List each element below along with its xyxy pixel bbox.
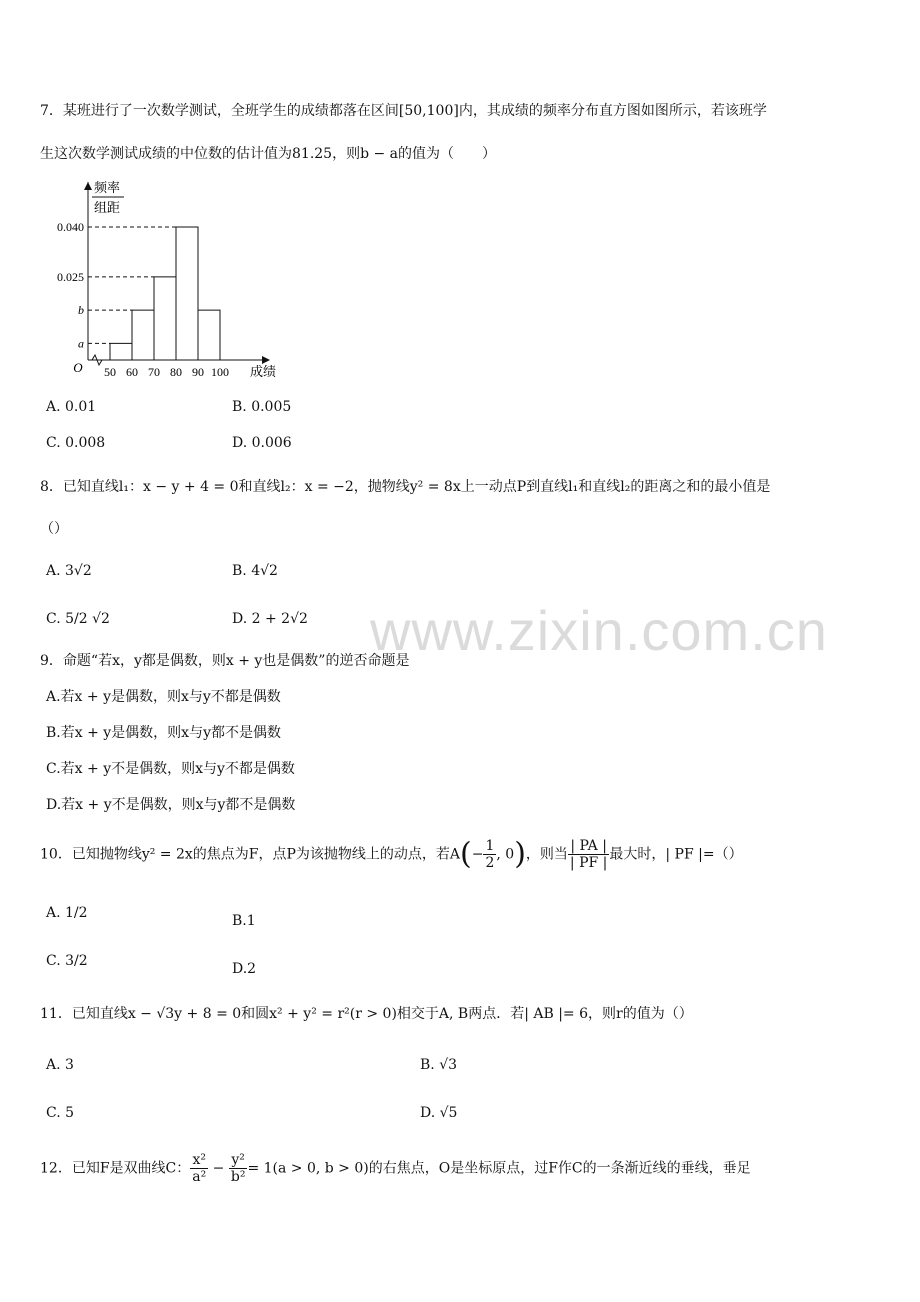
x-axis-arrow: [262, 356, 270, 364]
q11-option-b: B. √3: [420, 1057, 458, 1073]
histogram-bar: [154, 277, 176, 360]
q10-right-paren: ): [514, 836, 526, 872]
y-tick-label: a: [78, 336, 84, 351]
q10-minus: −: [471, 846, 484, 863]
q12-den-2: b²: [230, 1169, 246, 1186]
y-tick-label: 0.025: [57, 269, 84, 284]
q10-option-a: A. 1/2: [46, 905, 88, 921]
histogram-bar: [110, 343, 132, 360]
x-tick-label: 90: [192, 365, 204, 379]
q9-option-c: C.若x + y不是偶数，则x与y不都是偶数: [46, 761, 295, 777]
q8-option-d: D. 2 + 2√2: [232, 611, 308, 627]
q11-stem: 11．已知直线x − √3y + 8 = 0和圆x² + y² = r²(r > 0)相交于A, B两点．若| AB |= 6，则r的值为（）: [40, 1006, 693, 1022]
q8-option-c: C. 5/2 √2: [46, 611, 110, 627]
q8-option-a: A. 3√2: [46, 563, 92, 579]
x-tick-label: 80: [170, 365, 182, 379]
q9-stem: 9．命题“若x，y都是偶数，则x + y也是偶数”的逆否命题是: [40, 653, 410, 669]
q9-option-b: B.若x + y是偶数，则x与y都不是偶数: [46, 725, 281, 741]
y-tick-label: 0.040: [57, 220, 84, 234]
q8-option-b: B. 4√2: [232, 563, 278, 579]
y-label-top: 频率: [94, 180, 121, 195]
q10-ratio-fraction: [568, 838, 609, 871]
q8-stem-line2: （）: [40, 521, 68, 537]
q10-stem: [40, 838, 743, 871]
histogram-chart: [40, 170, 280, 385]
q9-option-d: D.若x + y不是偶数，则x与y都不是偶数: [46, 797, 296, 813]
x-tick-label: 50: [104, 365, 116, 379]
q10-option-c: C. 3/2: [46, 953, 88, 969]
q12-fraction-2: [229, 1152, 248, 1185]
q9-option-a: A.若x + y是偶数，则x与y不都是偶数: [46, 689, 281, 705]
q10-option-d: D.2: [232, 961, 257, 977]
x-tick-label: 70: [148, 365, 160, 379]
q10-stem-c: 最大时，| PF |=（）: [609, 846, 743, 863]
histogram-bar: [176, 227, 198, 360]
q7-option-b: B. 0.005: [232, 399, 292, 415]
y-axis-arrow: [84, 182, 92, 190]
q12-stem-a: 12．已知F是双曲线C：: [40, 1160, 191, 1177]
q11-option-a: A. 3: [46, 1057, 74, 1073]
q10-stem-b: ，则当: [525, 846, 568, 863]
q8-stem-line1: 8．已知直线l₁：x − y + 4 = 0和直线l₂：x = −2，抛物线y² = 8x上一动点P到直线l₁和直线l₂的距离之和的最小值是: [40, 479, 771, 495]
y-label-bottom: 组距: [94, 200, 121, 215]
q12-stem-b: = 1(a > 0, b > 0)的右焦点，O是坐标原点，过F作C的一条渐近线的垂线，垂足: [247, 1160, 751, 1177]
q10-ratio-num: | PA |: [568, 838, 609, 855]
q10-point-den: 2: [485, 855, 495, 872]
q12-num-2: y²: [229, 1152, 248, 1169]
q10-point-num: 1: [485, 838, 495, 854]
q12-fraction-1: [190, 1152, 208, 1185]
q7-option-a: A. 0.01: [46, 399, 97, 415]
q10-left-paren: (: [460, 836, 472, 872]
q10-stem-a: 10．已知抛物线y² = 2x的焦点为F，点P为该抛物线上的动点，若A: [40, 846, 461, 863]
y-tick-label: b: [78, 303, 84, 318]
q11-option-c: C. 5: [46, 1105, 75, 1121]
q7-stem-line1: 7．某班进行了一次数学测试，全班学生的成绩都落在区间[50,100]内，其成绩的频率分布直方图如图所示，若该班学: [40, 103, 767, 119]
x-tick-label: 60: [126, 365, 138, 379]
q12-num-1: x²: [190, 1152, 208, 1169]
q10-option-b: B.1: [232, 913, 256, 929]
q10-point-fraction: [483, 838, 496, 871]
histogram-bar: [132, 310, 154, 360]
q12-minus: −: [208, 1160, 229, 1177]
x-tick-label: 100: [211, 365, 229, 379]
q7-stem-line2: 生这次数学测试成绩的中位数的估计值为81.25，则b − a的值为（ ）: [40, 146, 497, 162]
watermark: www.zixin.com.cn: [370, 599, 828, 662]
histogram-bar: [198, 310, 220, 360]
q7-option-c: C. 0.008: [46, 435, 106, 451]
q7-option-d: D. 0.006: [232, 435, 292, 451]
q10-point-rest: , 0: [496, 846, 515, 863]
x-axis-label: 成绩: [250, 364, 277, 379]
origin-label: O: [73, 360, 83, 375]
q12-den-1: a²: [192, 1169, 207, 1186]
q11-option-d: D. √5: [420, 1105, 458, 1121]
q12-stem: [40, 1152, 751, 1185]
q10-ratio-den: | PF |: [569, 855, 608, 872]
